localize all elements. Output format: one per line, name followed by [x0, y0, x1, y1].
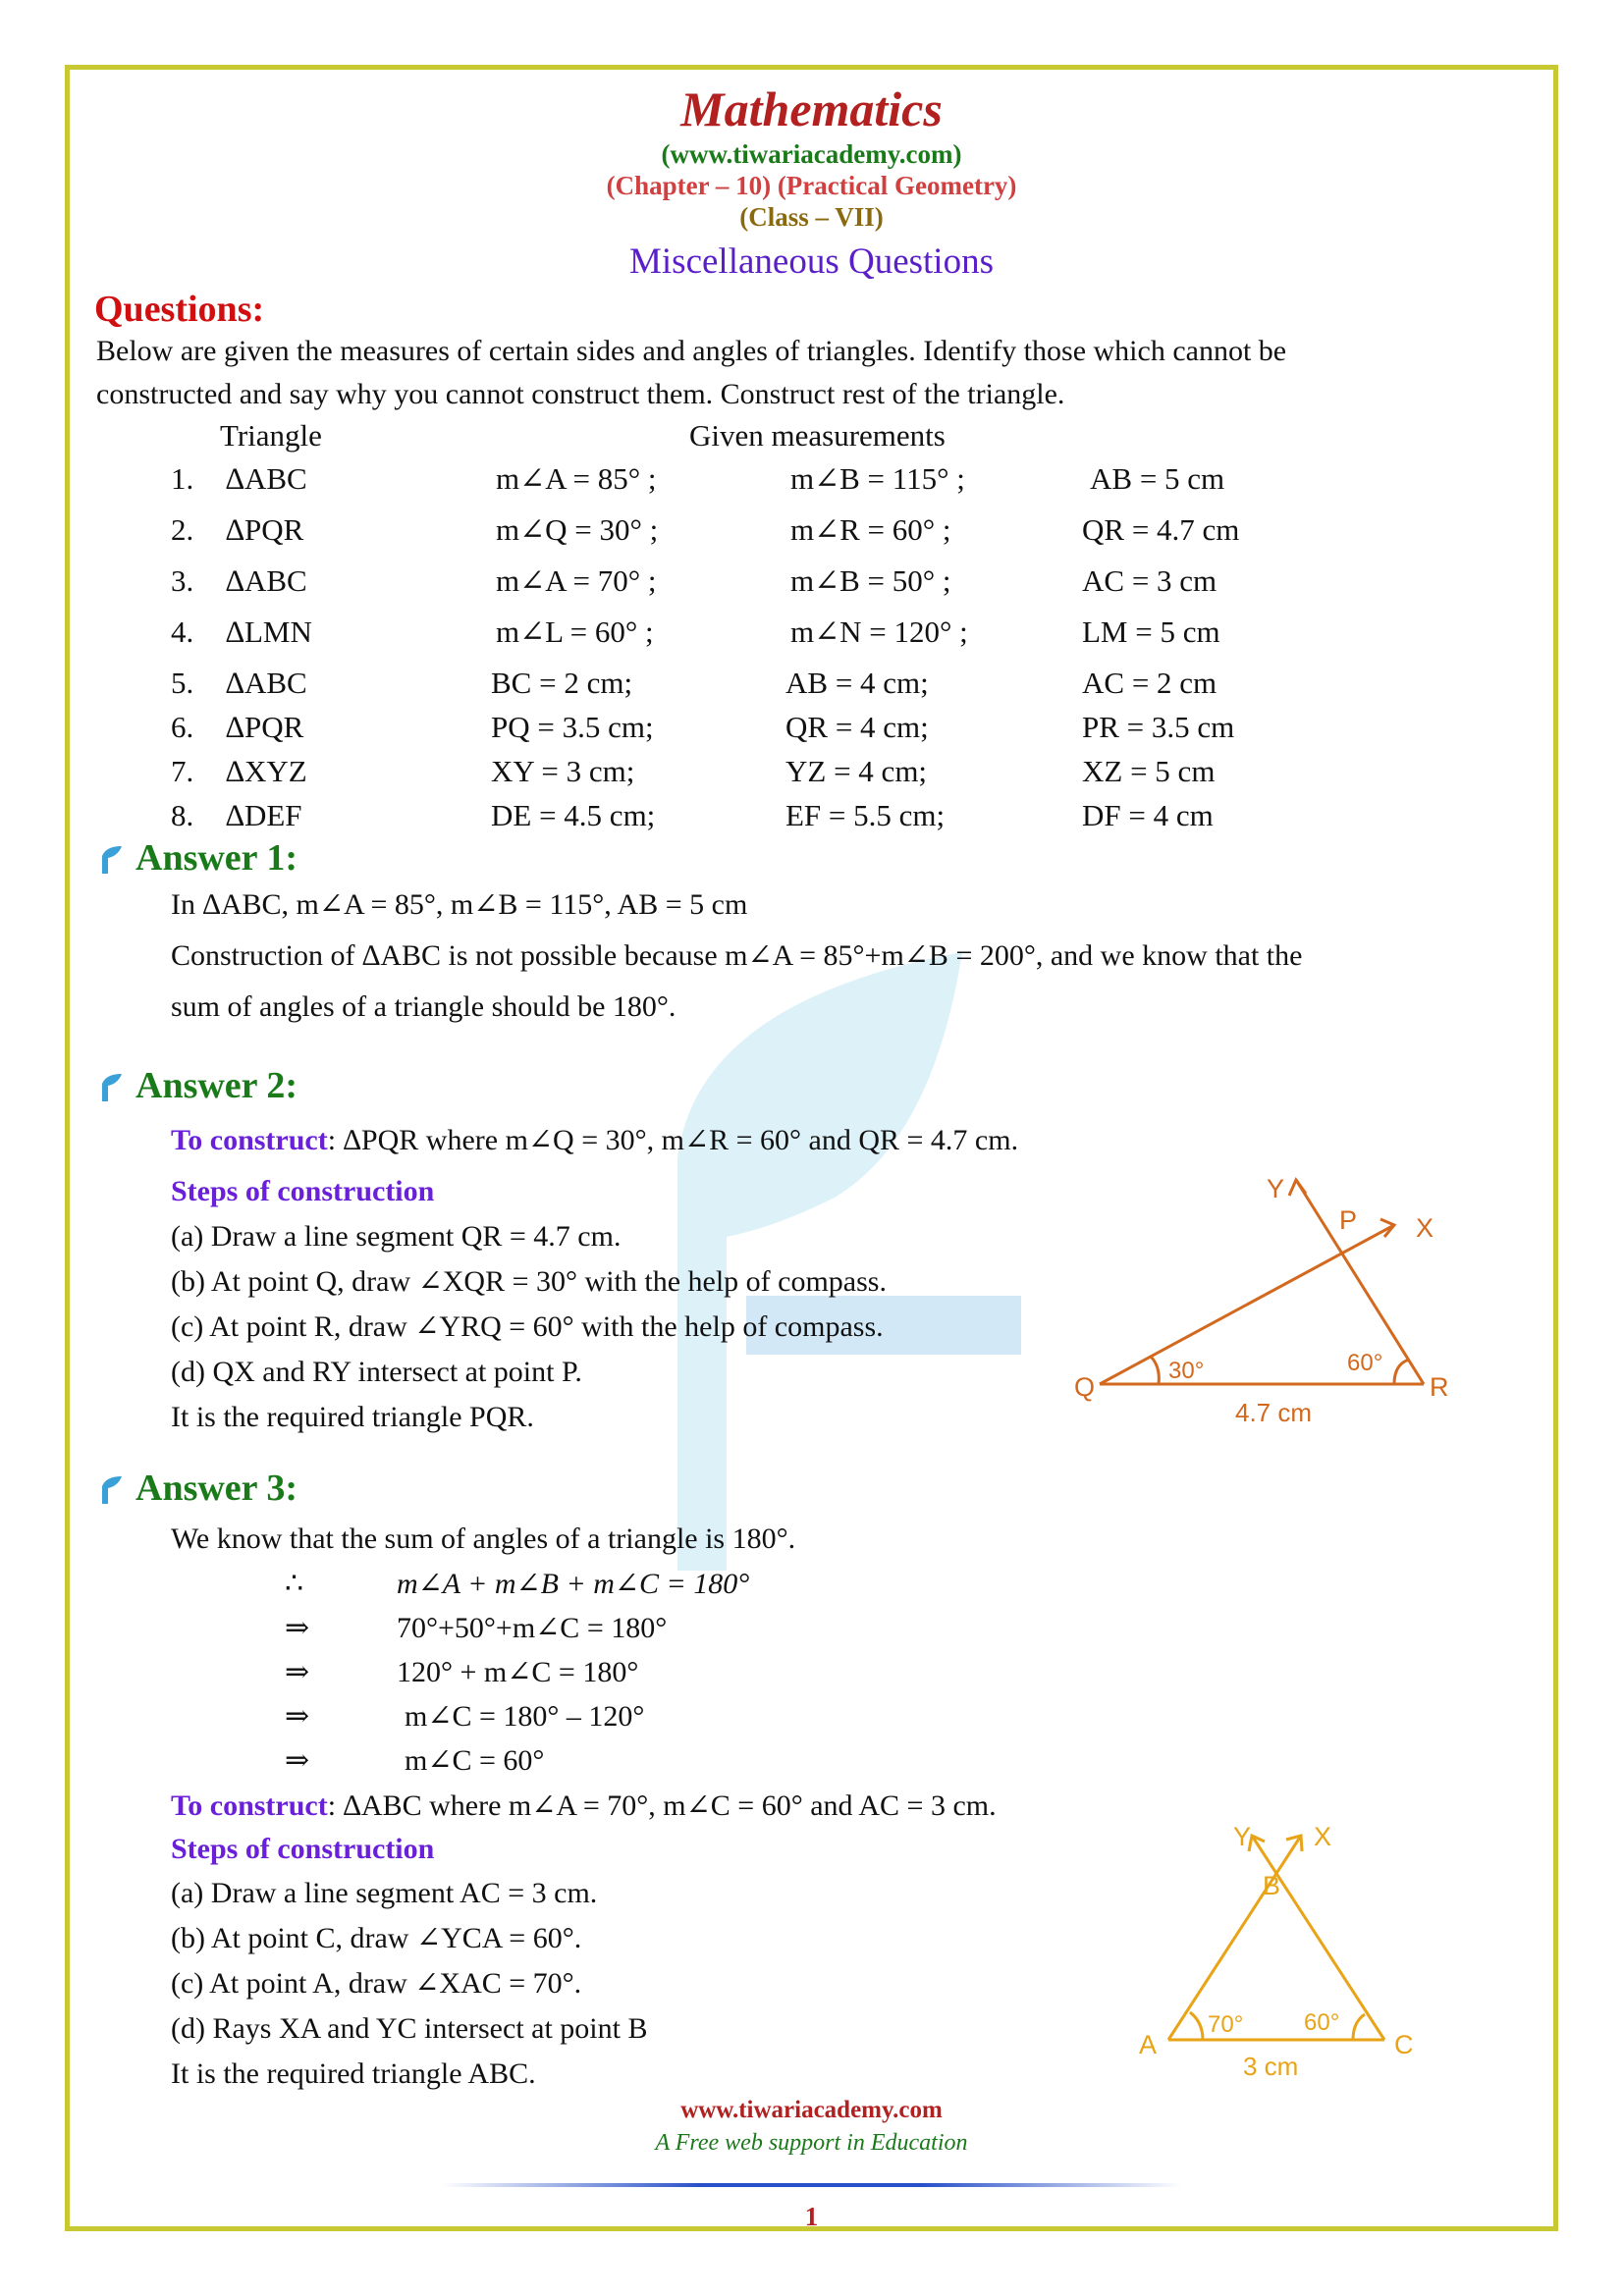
page-title: Mathematics: [680, 81, 943, 136]
row-measure-3: QR = 4.7 cm: [1082, 512, 1240, 547]
to-construct-text: : ∆ABC where m∠A = 70°, m∠C = 60° and AC = 3 cm.: [327, 1789, 997, 1822]
row-number: 8.: [171, 798, 194, 832]
column-header-triangle: Triangle: [220, 418, 322, 453]
row-measure-1: PQ = 3.5 cm;: [491, 710, 654, 744]
row-number: 3.: [171, 563, 194, 598]
row-measure-2: EF = 5.5 cm;: [785, 798, 946, 832]
calc-line: m∠C = 180° – 120°: [405, 1700, 645, 1733]
side-ac: 3 cm: [1243, 2052, 1299, 2081]
row-measure-3: XZ = 5 cm: [1082, 754, 1216, 788]
triangle-abc-figure: [1129, 1816, 1443, 2081]
row-measure-2: YZ = 4 cm;: [785, 754, 928, 788]
row-measure-1: DE = 4.5 cm;: [491, 798, 656, 832]
row-measure-1: XY = 3 cm;: [491, 754, 635, 788]
row-measure-3: AC = 3 cm: [1082, 563, 1217, 598]
row-measure-1: BC = 2 cm;: [491, 666, 633, 700]
intro-line-2: constructed and say why you cannot construct them. Construct rest of the triangle.: [96, 378, 1065, 410]
answer-1-line-2: Construction of ∆ABC is not possible because m∠A = 85°+m∠B = 200°, and we know that the: [171, 939, 1303, 972]
section-title: Miscellaneous Questions: [629, 241, 994, 282]
row-measure-2: m∠B = 50° ;: [790, 563, 951, 598]
page-number: 1: [804, 2202, 819, 2231]
footer-tagline: A Free web support in Education: [655, 2130, 968, 2156]
row-triangle: ∆DEF: [226, 798, 302, 832]
calc-line: m∠C = 60°: [405, 1744, 545, 1777]
angle-c: 60°: [1304, 2009, 1340, 2036]
row-measure-3: PR = 3.5 cm: [1082, 710, 1235, 744]
label-y: Y: [1267, 1174, 1285, 1203]
tiwari-logo-icon: [98, 1474, 126, 1506]
row-measure-2: AB = 4 cm;: [785, 666, 929, 700]
row-number: 2.: [171, 512, 194, 547]
tiwari-watermark-logo: [638, 942, 1051, 1571]
answer-1-heading: Answer 1:: [135, 837, 298, 879]
row-measure-1: m∠A = 85° ;: [496, 461, 657, 496]
step-item: (c) At point A, draw ∠XAC = 70°.: [171, 1967, 582, 2000]
step-item: (b) At point C, draw ∠YCA = 60°.: [171, 1922, 582, 1954]
label-y: Y: [1233, 1822, 1252, 1851]
label-c: C: [1394, 2030, 1414, 2059]
label-x: X: [1314, 1822, 1332, 1851]
answer-2-heading: Answer 2:: [135, 1065, 298, 1106]
row-measure-1: m∠Q = 30° ;: [496, 512, 659, 547]
label-x: X: [1416, 1213, 1434, 1243]
label-r: R: [1430, 1372, 1449, 1402]
answer-3-heading: Answer 3:: [135, 1468, 298, 1509]
footer-divider: [442, 2183, 1181, 2187]
calc-line: 70°+50°+m∠C = 180°: [397, 1612, 668, 1644]
row-measure-1: m∠A = 70° ;: [496, 563, 657, 598]
step-item: (c) At point R, draw ∠YRQ = 60° with the help of compass.: [171, 1310, 884, 1343]
calc-line: 120° + m∠C = 180°: [397, 1656, 639, 1688]
step-item: (b) At point Q, draw ∠XQR = 30° with the help of compass.: [171, 1265, 887, 1298]
tiwari-logo-icon: [98, 1072, 126, 1103]
answer-3-construct: [171, 1785, 997, 1828]
calc-symbol: ⇒: [285, 1744, 310, 1777]
row-triangle: ∆XYZ: [226, 754, 307, 788]
step-item: It is the required triangle PQR.: [171, 1401, 534, 1433]
row-measure-2: m∠N = 120° ;: [790, 614, 968, 649]
answer-3-intro: We know that the sum of angles of a triangle is 180°.: [171, 1522, 796, 1555]
row-number: 7.: [171, 754, 194, 788]
to-construct-label: To construct: [171, 1789, 328, 1822]
row-measure-2: QR = 4 cm;: [785, 710, 929, 744]
row-measure-3: AB = 5 cm: [1090, 461, 1225, 496]
answer-1-line-3: sum of angles of a triangle should be 180°.: [171, 990, 676, 1023]
step-item: (a) Draw a line segment AC = 3 cm.: [171, 1877, 598, 1909]
to-construct-label: To construct: [171, 1124, 328, 1156]
row-number: 1.: [171, 461, 194, 496]
triangle-pqr-figure: [1070, 1168, 1463, 1433]
footer-site-link[interactable]: www.tiwariacademy.com: [680, 2097, 943, 2123]
row-number: 5.: [171, 666, 194, 700]
chapter-label: (Chapter – 10) (Practical Geometry): [606, 171, 1017, 200]
row-measure-3: LM = 5 cm: [1082, 614, 1220, 649]
row-triangle: ∆LMN: [226, 614, 312, 649]
angle-q: 30°: [1168, 1358, 1205, 1384]
questions-heading: Questions:: [94, 289, 265, 330]
label-a: A: [1139, 2030, 1158, 2059]
row-triangle: ∆PQR: [226, 710, 304, 744]
to-construct-text: : ∆PQR where m∠Q = 30°, m∠R = 60° and QR = 4.7 cm.: [327, 1124, 1019, 1156]
tiwari-logo-icon: [98, 844, 126, 876]
angle-r: 60°: [1347, 1350, 1383, 1376]
label-q: Q: [1074, 1372, 1096, 1402]
calc-line: m∠A + m∠B + m∠C = 180°: [397, 1568, 750, 1600]
row-measure-3: AC = 2 cm: [1082, 666, 1217, 700]
steps-label: Steps of construction: [171, 1175, 435, 1207]
row-measure-2: m∠R = 60° ;: [790, 512, 951, 547]
row-triangle: ∆ABC: [226, 461, 307, 496]
class-label: (Class – VII): [739, 202, 884, 232]
label-b: B: [1263, 1871, 1281, 1900]
step-item: (d) Rays XA and YC intersect at point B: [171, 2012, 648, 2045]
row-number: 4.: [171, 614, 194, 649]
steps-label: Steps of construction: [171, 1833, 435, 1865]
angle-a: 70°: [1208, 2011, 1244, 2038]
column-header-measurements: Given measurements: [689, 418, 946, 453]
step-item: (d) QX and RY intersect at point P.: [171, 1356, 582, 1388]
side-qr: 4.7 cm: [1235, 1398, 1313, 1427]
row-triangle: ∆PQR: [226, 512, 304, 547]
row-number: 6.: [171, 710, 194, 744]
step-item: (a) Draw a line segment QR = 4.7 cm.: [171, 1220, 622, 1253]
row-measure-2: m∠B = 115° ;: [790, 461, 965, 496]
row-triangle: ∆ABC: [226, 666, 307, 700]
step-item: It is the required triangle ABC.: [171, 2057, 536, 2090]
site-link[interactable]: (www.tiwariacademy.com): [661, 139, 962, 169]
answer-2-construct: [171, 1119, 1018, 1162]
row-measure-1: m∠L = 60° ;: [496, 614, 654, 649]
row-measure-3: DF = 4 cm: [1082, 798, 1214, 832]
calc-symbol: ⇒: [285, 1700, 310, 1733]
intro-line-1: Below are given the measures of certain sides and angles of triangles. Identify those which cannot be: [96, 335, 1287, 367]
calc-symbol: ⇒: [285, 1656, 310, 1688]
calc-symbol: ⇒: [285, 1612, 310, 1644]
calc-symbol: ∴: [285, 1568, 304, 1600]
answer-1-line-1: In ∆ABC, m∠A = 85°, m∠B = 115°, AB = 5 cm: [171, 888, 748, 921]
row-triangle: ∆ABC: [226, 563, 307, 598]
label-p: P: [1339, 1205, 1358, 1235]
